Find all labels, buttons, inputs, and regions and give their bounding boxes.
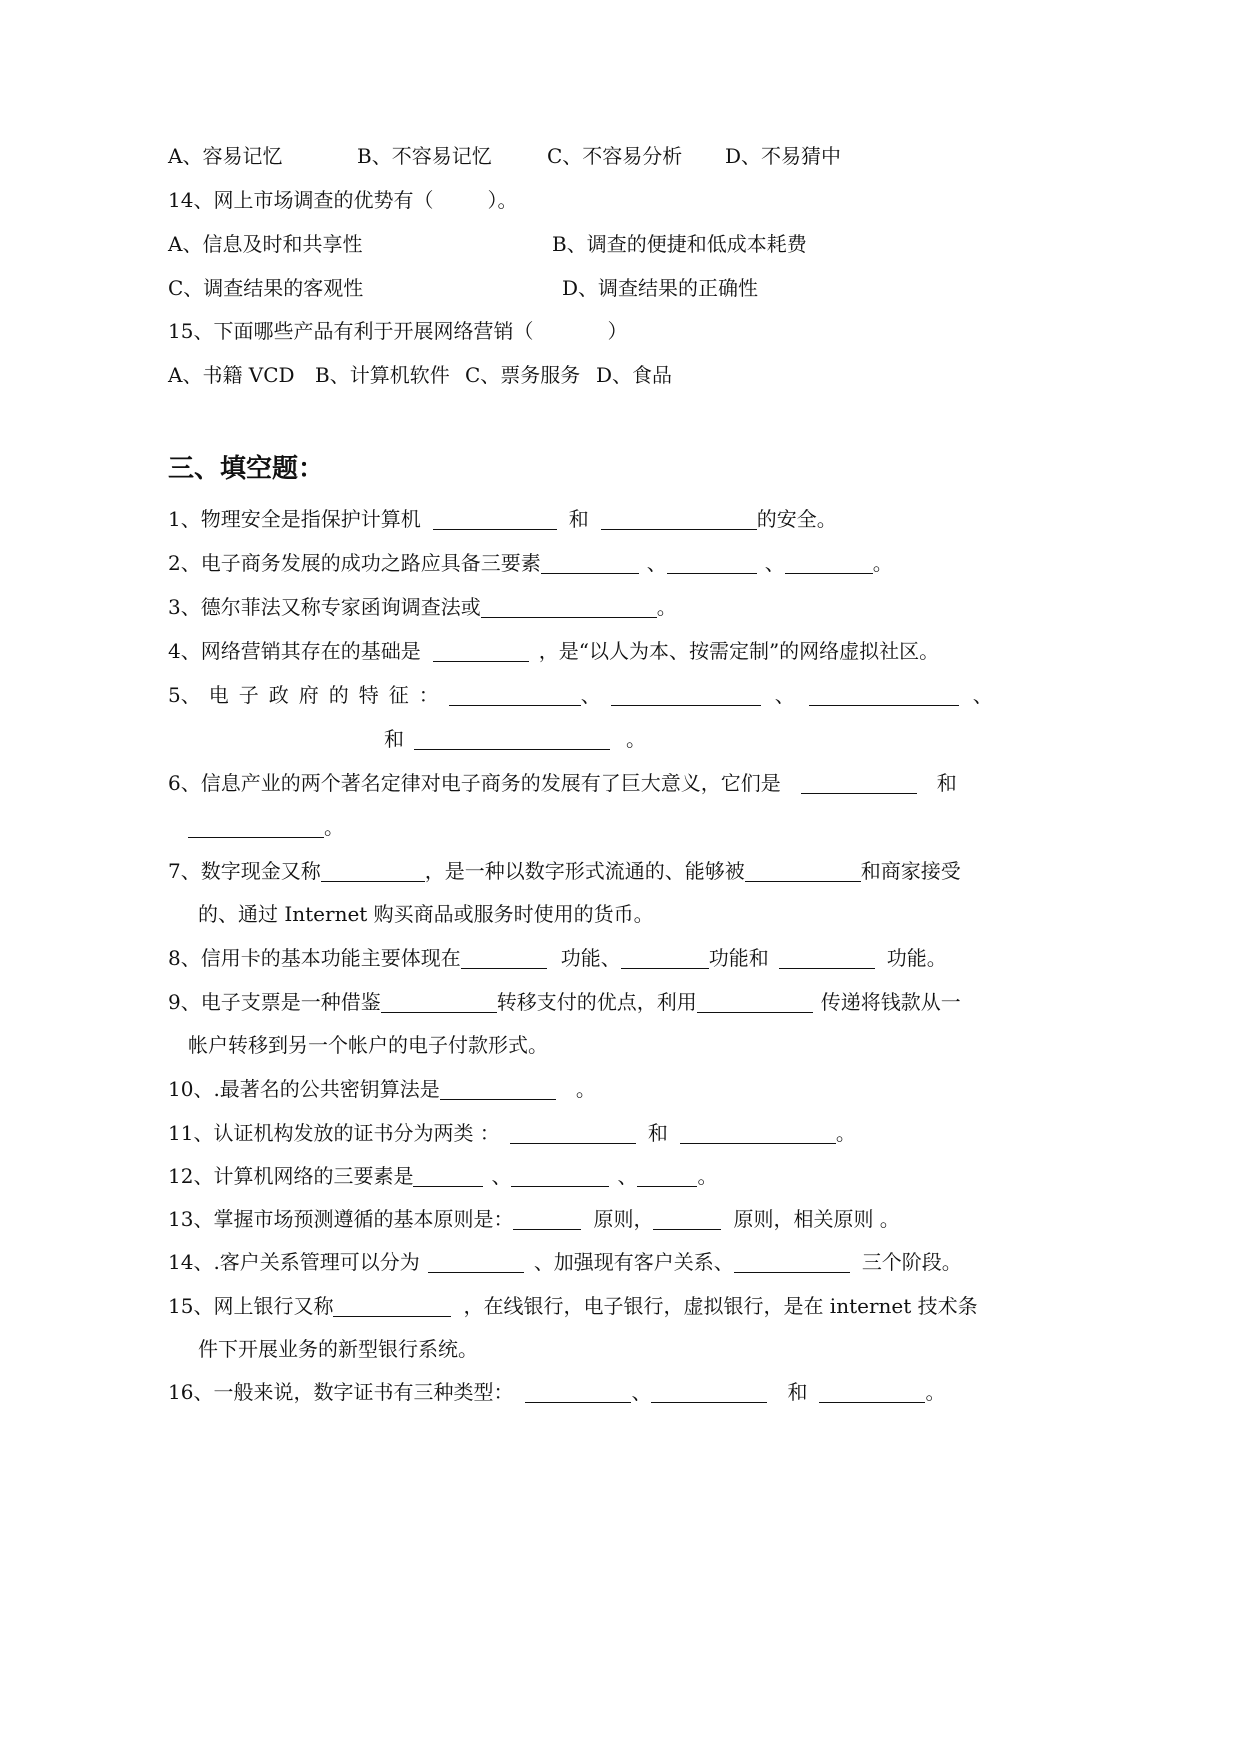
- item-number: 14、: [168, 1250, 214, 1274]
- answer-blank[interactable]: [433, 509, 557, 530]
- item-text: 原则，: [593, 1207, 654, 1231]
- item-number: 4、: [168, 639, 201, 663]
- item-text: 电子政府的特征：: [208, 683, 449, 707]
- answer-blank[interactable]: [433, 641, 529, 662]
- answer-blank[interactable]: [621, 948, 709, 969]
- item-text: 转移支付的优点，利用: [496, 990, 697, 1014]
- answer-blank[interactable]: [510, 1123, 636, 1144]
- item-text: 网络营销其存在的基础是: [200, 639, 421, 663]
- item-text: 计算机网络的三要素是: [213, 1164, 414, 1188]
- fill-item-12: [168, 1162, 717, 1190]
- fill-item-14: [168, 1248, 962, 1276]
- answer-blank[interactable]: [809, 685, 959, 706]
- q14-text: 网上市场调查的优势有（: [213, 188, 434, 212]
- item-text: 认证机构发放的证书分为两类 ：: [213, 1121, 500, 1145]
- item-number: 13、: [168, 1207, 214, 1231]
- fill-item-10: [168, 1075, 596, 1103]
- answer-blank[interactable]: [513, 1209, 581, 1230]
- fill-item-15: [168, 1292, 978, 1320]
- item-text: 功能。: [886, 946, 947, 970]
- item-number: 9、: [168, 990, 201, 1014]
- item-text: 件下开展业务的新型银行系统。: [198, 1337, 478, 1361]
- answer-blank[interactable]: [449, 685, 581, 706]
- answer-blank[interactable]: [651, 1382, 767, 1403]
- item-number: 6、: [168, 771, 201, 795]
- answer-blank[interactable]: [637, 1166, 697, 1187]
- item-text: 、: [491, 1164, 512, 1188]
- fill-item-16: [168, 1378, 945, 1406]
- q15-option-d: D、食品: [596, 363, 673, 387]
- item-text: 。: [656, 595, 677, 619]
- fill-item-13: [168, 1205, 900, 1233]
- item-text: 。: [324, 815, 344, 839]
- item-text: 三个阶段。: [861, 1250, 962, 1274]
- q15-number: 15、: [168, 319, 214, 343]
- q15-option-a: A、书籍 VCD: [168, 363, 295, 387]
- fill-item-4: [168, 637, 939, 665]
- section-heading: 三、填空题：: [168, 454, 325, 484]
- item-text: 电子商务发展的成功之路应具备三要素: [200, 551, 541, 575]
- answer-blank[interactable]: [381, 992, 497, 1013]
- q14-option-c: C、调查结果的客观性: [168, 276, 364, 300]
- item-number: 1、: [168, 507, 201, 531]
- item-text: 和: [936, 771, 957, 795]
- answer-blank[interactable]: [745, 861, 861, 882]
- item-number: 7、: [168, 859, 201, 883]
- item-text: 原则，相关原则 。: [733, 1207, 900, 1231]
- item-text: ，是一种以数字形式流通的、能够被: [424, 859, 745, 883]
- item-text: 功能、: [560, 946, 621, 970]
- item-text: ，是“以人为本、按需定制”的网络虚拟社区。: [538, 639, 940, 663]
- q14-stem: [168, 186, 517, 214]
- fill-item-15-cont: [198, 1335, 478, 1363]
- item-text: 和: [384, 727, 404, 751]
- q13-option-d: D、不易猜中: [725, 144, 842, 168]
- fill-item-7-cont: [198, 900, 654, 928]
- item-number: 3、: [168, 595, 201, 619]
- item-number: 11、: [168, 1121, 214, 1145]
- answer-blank[interactable]: [428, 1252, 524, 1273]
- item-number: 15、: [168, 1294, 214, 1318]
- fill-item-2: [168, 549, 893, 577]
- item-text: 、: [774, 683, 795, 707]
- answer-blank[interactable]: [413, 1166, 483, 1187]
- item-number: 16、: [168, 1380, 214, 1404]
- q13-option-a: A、容易记忆: [168, 144, 283, 168]
- fill-item-3: [168, 593, 677, 621]
- item-number: 10、: [168, 1077, 214, 1101]
- item-text: 和: [787, 1380, 808, 1404]
- item-text: 的安全。: [756, 507, 837, 531]
- q13-option-b: B、不容易记忆: [357, 144, 492, 168]
- item-number: 8、: [168, 946, 201, 970]
- answer-blank[interactable]: [525, 1382, 631, 1403]
- item-text: 帐户转移到另一个帐户的电子付款形式。: [188, 1033, 548, 1057]
- q15-option-c: C、票务服务: [465, 363, 581, 387]
- item-text: 信用卡的基本功能主要体现在: [200, 946, 461, 970]
- answer-blank[interactable]: [511, 1166, 609, 1187]
- q15-text: 下面哪些产品有利于开展网络营销（: [213, 319, 534, 343]
- item-text: 的、通过 Internet 购买商品或服务时使用的货币。: [198, 902, 654, 926]
- item-text: .客户关系管理可以分为: [213, 1250, 420, 1274]
- answer-blank[interactable]: [321, 861, 425, 882]
- answer-blank[interactable]: [819, 1382, 925, 1403]
- answer-blank[interactable]: [734, 1252, 850, 1273]
- item-text: 。: [872, 551, 893, 575]
- q14-option-a: A、信息及时和共享性: [168, 232, 363, 256]
- item-text: 电子支票是一种借鉴: [200, 990, 381, 1014]
- fill-item-5: [168, 681, 993, 709]
- item-text: 功能和: [708, 946, 769, 970]
- fill-item-6: [168, 769, 957, 797]
- item-text: 。: [835, 1121, 856, 1145]
- answer-blank[interactable]: [611, 685, 761, 706]
- answer-blank[interactable]: [601, 509, 757, 530]
- fill-item-1: [168, 505, 837, 533]
- fill-item-7: [168, 857, 961, 885]
- item-text: 传递将钱款从一: [820, 990, 961, 1014]
- answer-blank[interactable]: [697, 992, 813, 1013]
- item-text: 德尔菲法又称专家函询调查法或: [200, 595, 481, 619]
- answer-blank[interactable]: [541, 553, 639, 574]
- item-text: 和商家接受: [860, 859, 961, 883]
- answer-blank[interactable]: [801, 773, 917, 794]
- q15-stem: [168, 317, 627, 345]
- item-text: 。: [697, 1164, 718, 1188]
- item-text: 、: [617, 1164, 638, 1188]
- fill-item-11: [168, 1119, 856, 1147]
- item-text: 、加强现有客户关系、: [533, 1250, 734, 1274]
- item-text: 。: [925, 1380, 946, 1404]
- fill-item-5-cont: [384, 725, 646, 753]
- item-text: 网上银行又称: [213, 1294, 334, 1318]
- item-text: 、: [646, 551, 667, 575]
- answer-blank[interactable]: [188, 817, 324, 838]
- item-text: .最著名的公共密钥算法是: [213, 1077, 440, 1101]
- q14-number: 14、: [168, 188, 214, 212]
- item-text: 。: [626, 727, 646, 751]
- answer-blank[interactable]: [667, 553, 757, 574]
- fill-item-8: [168, 944, 947, 972]
- q14-option-d: D、调查结果的正确性: [562, 276, 759, 300]
- item-text: 信息产业的两个著名定律对电子商务的发展有了巨大意义，它们是: [200, 771, 781, 795]
- fill-item-9-cont: [188, 1031, 548, 1059]
- item-number: 2、: [168, 551, 201, 575]
- q15-close: ）: [607, 319, 628, 343]
- answer-blank[interactable]: [653, 1209, 721, 1230]
- fill-item-9: [168, 988, 961, 1016]
- item-text: 和: [568, 507, 589, 531]
- item-text: 、: [631, 1380, 652, 1404]
- q14-option-b: B、调查的便捷和低成本耗费: [552, 232, 807, 256]
- q14-close: ）。: [487, 188, 518, 212]
- item-number: 12、: [168, 1164, 214, 1188]
- answer-blank[interactable]: [440, 1079, 556, 1100]
- answer-blank[interactable]: [785, 553, 873, 574]
- q15-option-b: B、计算机软件: [315, 363, 450, 387]
- answer-blank[interactable]: [414, 729, 610, 750]
- item-text: ，在线银行，电子银行，虚拟银行，是在 internet 技术条: [463, 1294, 978, 1318]
- item-text: 、: [580, 683, 601, 707]
- item-text: 。: [575, 1077, 596, 1101]
- item-number: 5、: [168, 683, 201, 707]
- item-text: 、: [972, 683, 993, 707]
- answer-blank[interactable]: [461, 948, 547, 969]
- item-text: 和: [647, 1121, 668, 1145]
- item-text: 掌握市场预测遵循的基本原则是：: [213, 1207, 514, 1231]
- fill-item-6-cont: [188, 813, 344, 841]
- item-text: 、: [764, 551, 785, 575]
- item-text: 一般来说，数字证书有三种类型：: [213, 1380, 514, 1404]
- item-text: 数字现金又称: [200, 859, 321, 883]
- answer-blank[interactable]: [680, 1123, 836, 1144]
- q13-option-c: C、不容易分析: [547, 144, 683, 168]
- answer-blank[interactable]: [481, 597, 657, 618]
- answer-blank[interactable]: [333, 1296, 451, 1317]
- answer-blank[interactable]: [779, 948, 875, 969]
- item-text: 物理安全是指保护计算机: [200, 507, 421, 531]
